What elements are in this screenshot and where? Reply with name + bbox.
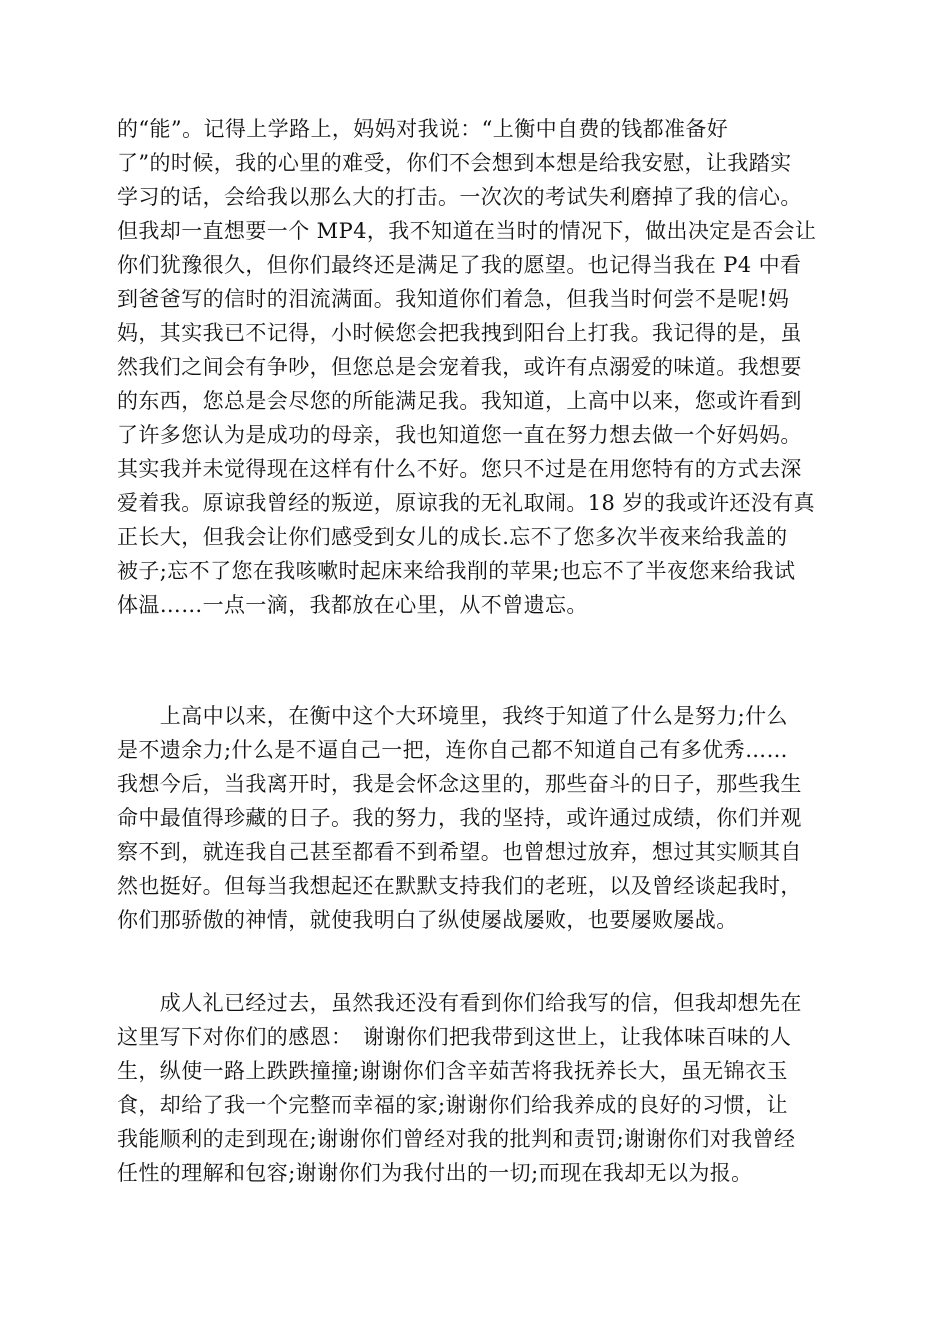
text-line: 你们那骄傲的神情，就使我明白了纵使屡战屡败，也要屡败屡战。 — [117, 908, 738, 932]
text-line: 你们犹豫很久，但你们最终还是满足了我的愿望。也记得当我在 P4 中看 — [117, 253, 802, 277]
text-line: 命中最值得珍藏的日子。我的努力，我的坚持，或许通过成绩，你们并观 — [117, 806, 802, 830]
text-line: 了许多您认为是成功的母亲，我也知道您一直在努力想去做一个好妈妈。 — [117, 423, 802, 447]
text-line: 是不遗余力;什么是不逼自己一把，连你自己都不知道自己有多优秀…… — [117, 738, 788, 762]
paragraph-3 — [117, 986, 837, 1190]
text-line: 我能顺利的走到现在;谢谢你们曾经对我的批判和责罚;谢谢你们对我曾经 — [117, 1127, 796, 1151]
text-line: 被子;忘不了您在我咳嗽时起床来给我削的苹果;也忘不了半夜您来给我试 — [117, 559, 796, 583]
text-line: 我想今后，当我离开时，我是会怀念这里的，那些奋斗的日子，那些我生 — [117, 772, 802, 796]
text-line: 正长大，但我会让你们感受到女儿的成长.忘不了您多次半夜来给我盖的 — [117, 525, 788, 549]
text-line: 这里写下对你们的感恩： 谢谢你们把我带到这世上，让我体味百味的人 — [117, 1025, 792, 1049]
text-line: 然我们之间会有争吵，但您总是会宠着我，或许有点溺爱的味道。我想要 — [117, 355, 802, 379]
text-line: 到爸爸写的信时的泪流满面。我知道你们着急，但我当时何尝不是呢!妈 — [117, 287, 790, 311]
paragraph-1 — [117, 112, 837, 622]
text-line: 了”的时候，我的心里的难受，你们不会想到本想是给我安慰，让我踏实 — [117, 151, 792, 175]
text-line: 学习的话，会给我以那么大的打击。一次次的考试失利磨掉了我的信心。 — [117, 185, 802, 209]
text-line: 然也挺好。但每当我想起还在默默支持我们的老班，以及曾经谈起我时， — [117, 874, 802, 898]
text-line: 食，却给了我一个完整而幸福的家;谢谢你们给我养成的良好的习惯，让 — [117, 1093, 788, 1117]
text-line: 妈，其实我已不记得，小时候您会把我拽到阳台上打我。我记得的是，虽 — [117, 321, 802, 345]
text-line: 其实我并未觉得现在这样有什么不好。您只不过是在用您特有的方式去深 — [117, 457, 802, 481]
text-line: 但我却一直想要一个 MP4，我不知道在当时的情况下，做出决定是否会让 — [117, 219, 817, 243]
text-line: 的“能”。记得上学路上，妈妈对我说：“上衡中自费的钱都准备好 — [117, 117, 729, 141]
text-line: 成人礼已经过去，虽然我还没有看到你们给我写的信，但我却想先在 — [117, 991, 802, 1015]
text-line: 生，纵使一路上跌跌撞撞;谢谢你们含辛茹苦将我抚养长大，虽无锦衣玉 — [117, 1059, 788, 1083]
text-line: 察不到，就连我自己甚至都看不到希望。也曾想过放弃，想过其实顺其自 — [117, 840, 802, 864]
text-line: 的东西，您总是会尽您的所能满足我。我知道，上高中以来，您或许看到 — [117, 389, 802, 413]
text-line: 体温……一点一滴，我都放在心里，从不曾遗忘。 — [117, 593, 588, 617]
text-line: 上高中以来，在衡中这个大环境里，我终于知道了什么是努力;什么 — [117, 704, 788, 728]
paragraph-2 — [117, 699, 837, 937]
text-line: 任性的理解和包容;谢谢你们为我付出的一切;而现在我却无以为报。 — [117, 1161, 753, 1185]
text-line: 爱着我。原谅我曾经的叛逆，原谅我的无礼取闹。18 岁的我或许还没有真 — [117, 491, 815, 515]
